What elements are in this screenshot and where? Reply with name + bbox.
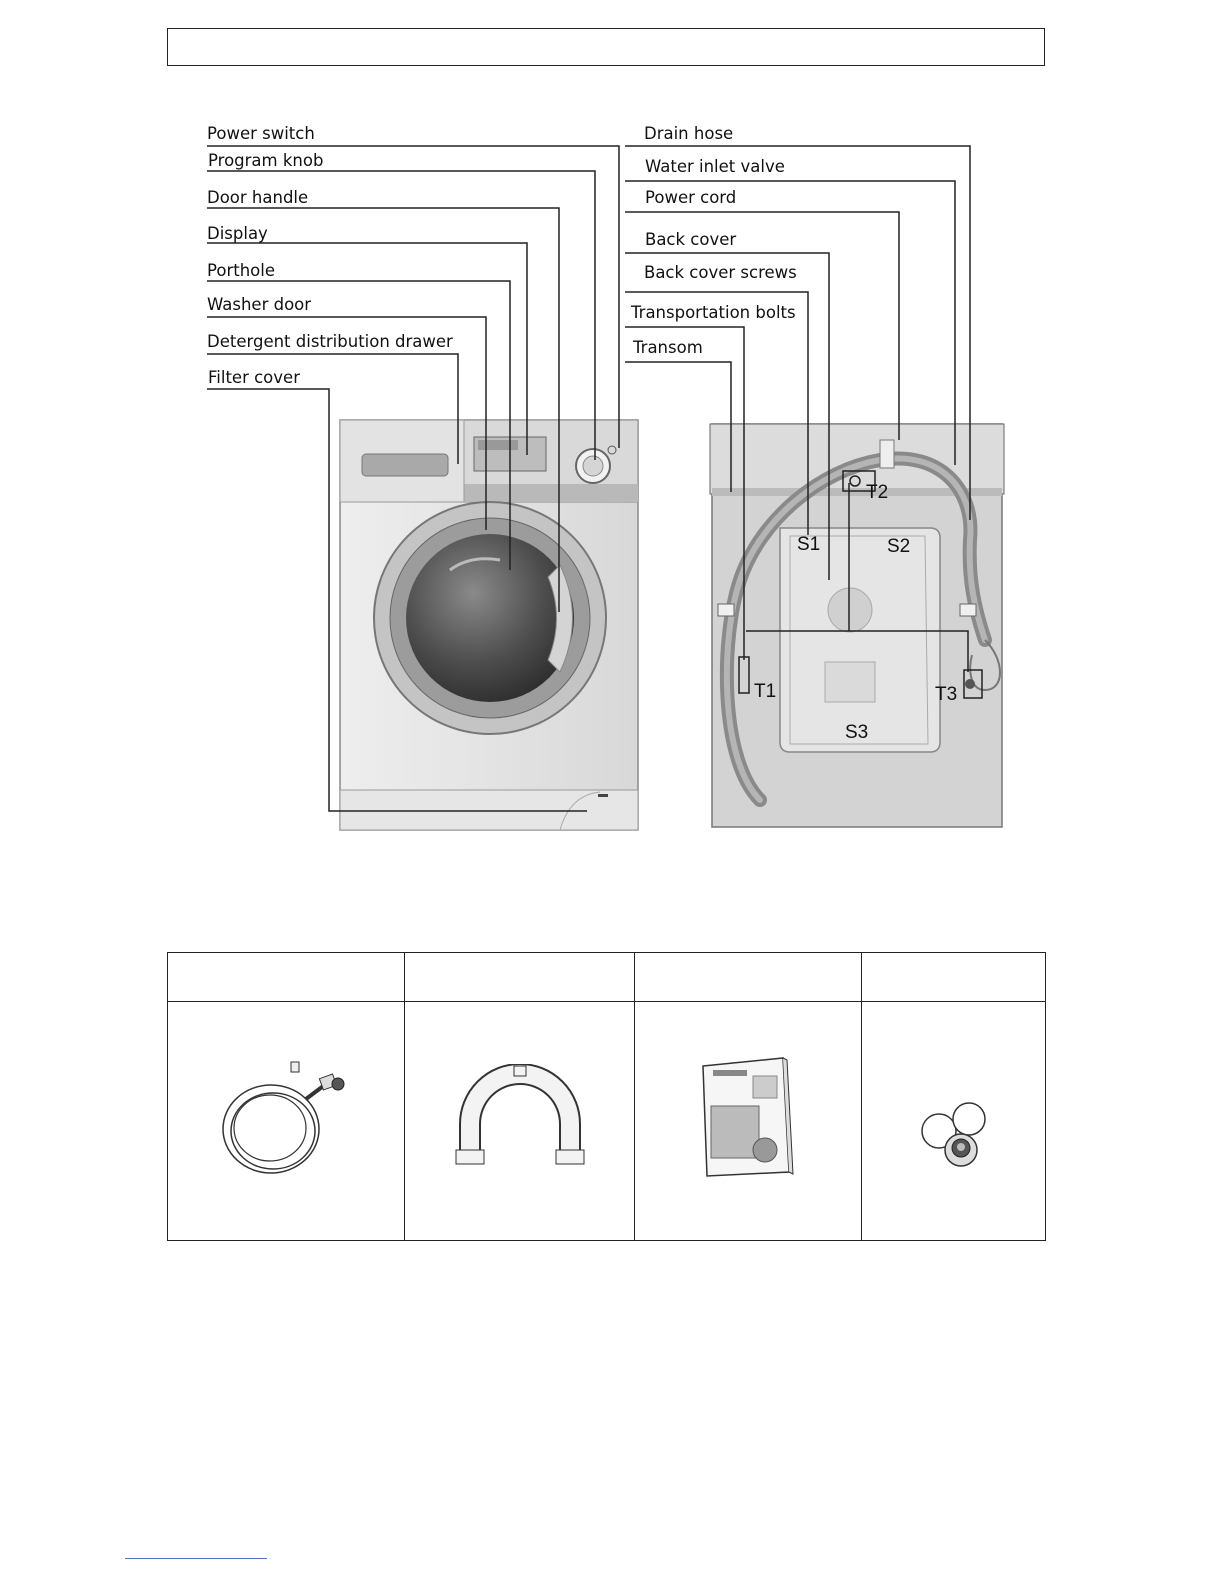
accessory-header <box>168 953 405 1002</box>
label-back-cover: Back cover <box>645 230 737 249</box>
inlet-hose-icon <box>216 1054 356 1184</box>
label-back-cover-screws: Back cover screws <box>644 263 797 282</box>
label-door-handle: Door handle <box>207 188 309 207</box>
label-power-cord: Power cord <box>645 188 737 207</box>
accessory-header <box>862 953 1046 1002</box>
footer-link-underline <box>125 1558 267 1559</box>
instruction-manual-icon <box>693 1054 803 1184</box>
label-transportation-bolts: Transportation bolts <box>631 303 796 322</box>
label-power-switch: Power switch <box>207 124 315 143</box>
u-bend-hose-support-icon <box>450 1064 590 1174</box>
accessories-table <box>167 952 1046 1241</box>
front-washer-illustration <box>340 420 638 830</box>
label-detergent-drawer: Detergent distribution drawer <box>207 332 453 351</box>
label-water-inlet-valve: Water inlet valve <box>645 157 785 176</box>
accessory-cell <box>168 1002 405 1241</box>
label-drain-hose: Drain hose <box>644 124 734 143</box>
accessory-cell <box>862 1002 1046 1241</box>
mark-t2: T2 <box>866 482 889 503</box>
accessories-image-row <box>168 1002 1046 1241</box>
label-transom: Transom <box>633 338 703 357</box>
blanking-caps-icon <box>899 1054 1009 1184</box>
label-program-knob: Program knob <box>208 151 324 170</box>
mark-t1: T1 <box>754 681 777 702</box>
accessory-cell <box>405 1002 635 1241</box>
label-porthole: Porthole <box>207 261 275 280</box>
mark-t3: T3 <box>935 684 958 705</box>
label-washer-door: Washer door <box>207 295 312 314</box>
mark-s2: S2 <box>887 536 911 557</box>
label-display: Display <box>207 224 268 243</box>
rear-washer-illustration <box>710 424 1004 827</box>
accessory-header <box>635 953 862 1002</box>
label-filter-cover: Filter cover <box>208 368 300 387</box>
accessory-cell <box>635 1002 862 1241</box>
accessory-header <box>405 953 635 1002</box>
mark-s1: S1 <box>797 534 821 555</box>
mark-s3: S3 <box>845 722 869 743</box>
accessories-header-row <box>168 953 1046 1002</box>
